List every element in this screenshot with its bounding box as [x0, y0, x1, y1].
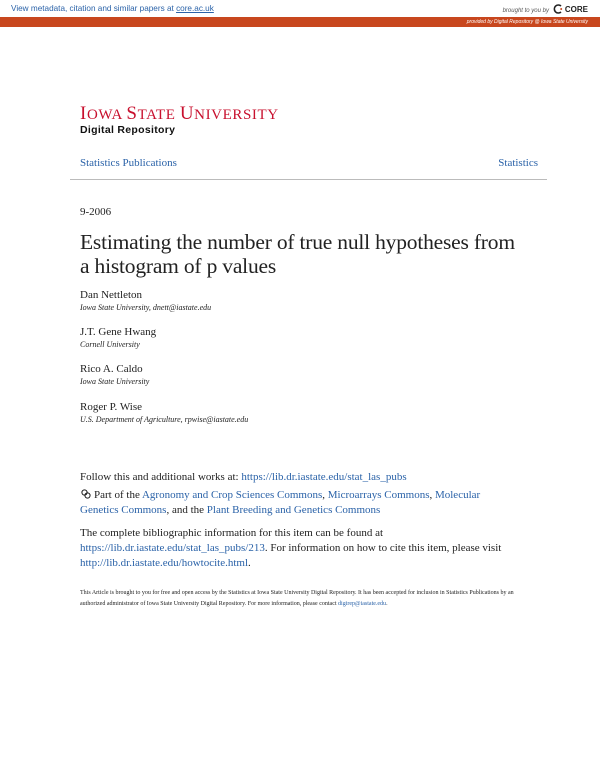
author-name: Roger P. Wise — [80, 401, 142, 413]
footer-notice: This Article is brought to you for free and open access by the Statistics at Iowa State University Digital Repository. It has been accepted for inclusion in Statistics Publications by an authorized administrator of Iowa State University Digital Repository. For more information, please contact digirep@iastate.edu. — [80, 590, 514, 607]
author-block — [80, 326, 156, 351]
provider-bar — [0, 17, 600, 27]
follow-link[interactable]: https://lib.dr.iastate.edu/stat_las_pubs — [241, 471, 407, 483]
author-name: Rico A. Caldo — [80, 363, 143, 375]
author-affiliation: Cornell University — [80, 340, 140, 349]
header-divider — [70, 179, 547, 180]
provider-text: provided by Digital Repository @ Iowa State University — [466, 19, 588, 25]
author-block — [80, 401, 248, 426]
item-link[interactable]: https://lib.dr.iastate.edu/stat_las_pubs/213 — [80, 542, 265, 554]
statistics-publications-link[interactable]: Statistics Publications — [80, 157, 177, 169]
author-email[interactable]: rpwise@iastate.edu — [184, 415, 249, 424]
core-logo-icon — [553, 4, 563, 14]
part-of-commons: Part of the Agronomy and Crop Sciences Commons, Microarrays Commons, Molecular Genetics Commons, and the Plant Breeding and Genetics Commons — [80, 489, 481, 516]
author-email[interactable]: dnett@iastate.edu — [152, 303, 212, 312]
metadata-link[interactable]: View metadata, citation and similar papers at core.ac.uk — [11, 4, 214, 13]
molecular-genetics-commons-link[interactable]: Molecular Genetics Commons — [80, 489, 481, 516]
author-affiliation: Iowa State University, dnett@iastate.edu — [80, 303, 212, 312]
author-block — [80, 289, 211, 314]
share-icon — [80, 488, 92, 500]
core-top-bar — [0, 0, 600, 17]
author-block — [80, 363, 149, 388]
author-affiliation: Iowa State University — [80, 377, 150, 386]
isu-logo-title[interactable]: IOWA STATE UNIVERSITY — [80, 103, 279, 124]
statistics-link[interactable]: Statistics — [498, 157, 538, 169]
core-logo[interactable]: CORE — [553, 1, 588, 18]
plant-breeding-commons-link[interactable]: Plant Breeding and Genetics Commons — [206, 504, 381, 516]
citation-info: The complete bibliographic information for this item can be found at https://lib.dr.iastate.edu/stat_las_pubs/213. For information on how to cite this item, please visit http://lib.dr.iastate.edu/howtocite.html. — [80, 527, 502, 569]
howtocite-link[interactable]: http://lib.dr.iastate.edu/howtocite.html — [80, 557, 249, 569]
author-name: J.T. Gene Hwang — [80, 326, 157, 338]
author-name: Dan Nettleton — [80, 289, 143, 301]
author-affiliation: U.S. Department of Agriculture, rpwise@iastate.edu — [80, 415, 249, 424]
paper-title: Estimating the number of true null hypotheses from a histogram of p values — [80, 230, 515, 278]
contact-email-link[interactable]: digirep@iastate.edu — [338, 601, 387, 607]
agronomy-commons-link[interactable]: Agronomy and Crop Sciences Commons — [141, 489, 323, 501]
brought-to-you-by: brought to you by CORE — [503, 1, 588, 20]
microarrays-commons-link[interactable]: Microarrays Commons — [327, 489, 430, 501]
publication-date: 9-2006 — [80, 206, 112, 218]
digital-repository-label: Digital Repository — [80, 124, 176, 136]
follow-line: Follow this and additional works at: https://lib.dr.iastate.edu/stat_las_pubs — [80, 471, 407, 483]
